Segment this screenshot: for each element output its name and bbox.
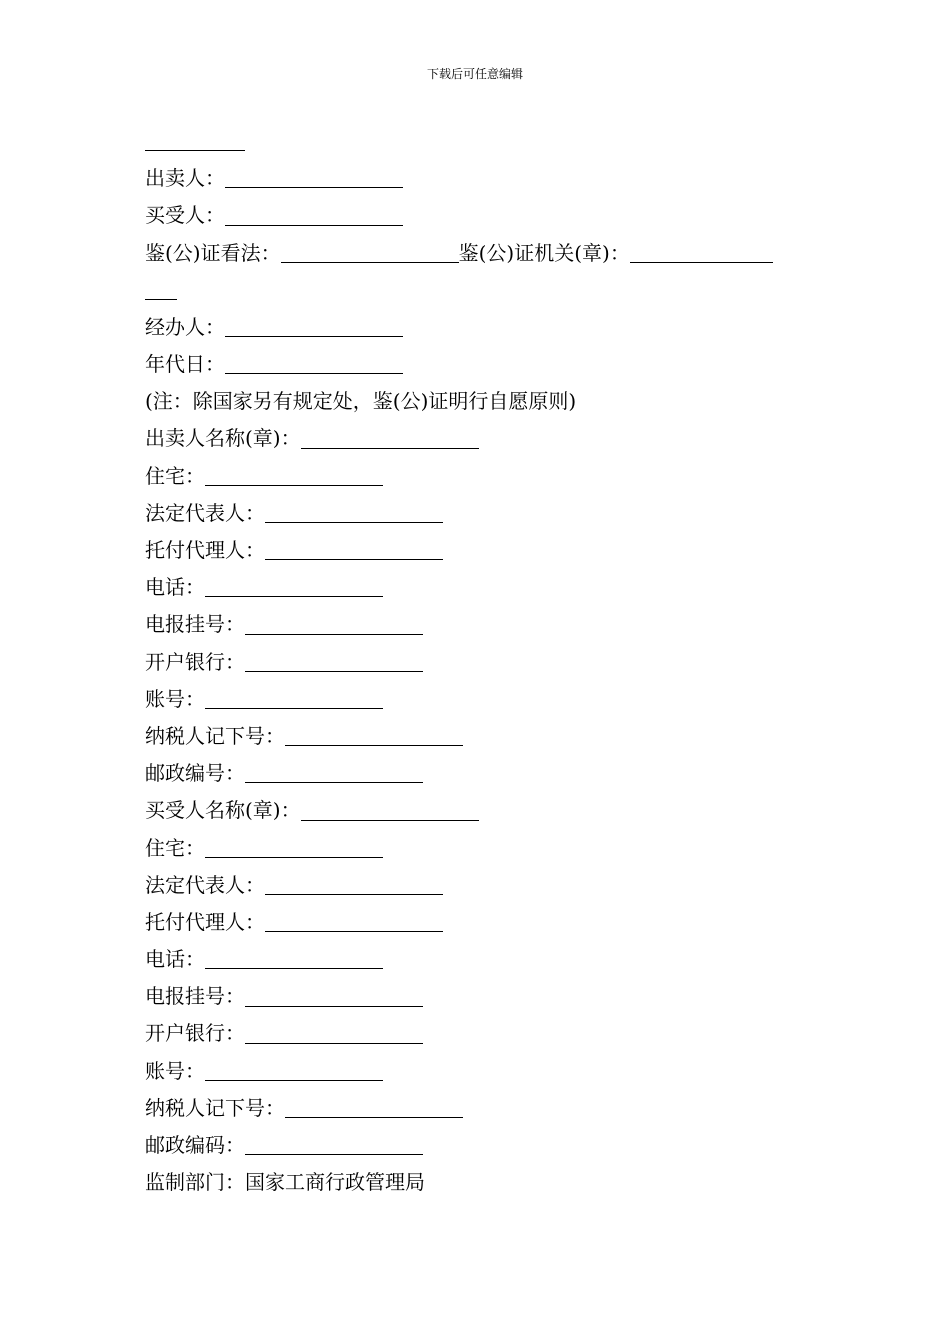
buyer-line	[145, 197, 825, 234]
buyer-name-line	[145, 792, 825, 829]
blank-line	[205, 1080, 383, 1081]
contract-signature-section	[145, 123, 825, 1201]
blank-line	[205, 485, 383, 486]
buyer-phone-line	[145, 941, 825, 978]
seller-bank-label: 开户银行：	[145, 649, 245, 674]
buyer-account-label: 账号：	[145, 1058, 205, 1083]
buyer-legal-rep-line	[145, 867, 825, 904]
buyer-name-label: 买受人名称(章)：	[145, 798, 301, 823]
blank-line	[225, 373, 403, 374]
buyer-bank-line	[145, 1016, 825, 1053]
seller-address-label: 住宅：	[145, 463, 205, 488]
buyer-address-line	[145, 830, 825, 867]
seller-bank-line	[145, 644, 825, 681]
seller-account-line	[145, 681, 825, 718]
buyer-tax-id-label: 纳税人记下号：	[145, 1095, 285, 1120]
notary-continuation-line	[145, 272, 825, 309]
blank-line	[285, 745, 463, 746]
seller-name-line	[145, 421, 825, 458]
buyer-postcode-label: 邮政编码：	[145, 1133, 245, 1158]
blank-line	[245, 634, 423, 635]
seller-agent-line	[145, 532, 825, 569]
blank-line	[301, 820, 479, 821]
supervisor-line	[145, 1164, 825, 1201]
buyer-account-line	[145, 1053, 825, 1090]
notary-line	[145, 235, 825, 272]
blank-line	[245, 1043, 423, 1044]
blank-line	[245, 1006, 423, 1007]
blank-line	[301, 448, 479, 449]
handler-label: 经办人：	[145, 314, 225, 339]
blank-line	[245, 782, 423, 783]
notary-opinion-label: 鉴(公)证看法：	[145, 240, 281, 265]
supervisor-text: 监制部门：国家工商行政管理局	[145, 1170, 425, 1195]
seller-tax-id-label: 纳税人记下号：	[145, 723, 285, 748]
note-line	[145, 383, 825, 420]
seller-legal-rep-label: 法定代表人：	[145, 500, 265, 525]
seller-agent-label: 托付代理人：	[145, 538, 265, 563]
blank-line	[205, 596, 383, 597]
blank-line	[265, 931, 443, 932]
seller-phone-line	[145, 569, 825, 606]
date-label: 年代日：	[145, 352, 225, 377]
seller-account-label: 账号：	[145, 686, 205, 711]
seller-telegraph-label: 电报挂号：	[145, 612, 245, 637]
blank-line	[205, 708, 383, 709]
blank-line	[205, 857, 383, 858]
blank-line	[225, 225, 403, 226]
buyer-agent-label: 托付代理人：	[145, 909, 265, 934]
buyer-bank-label: 开户银行：	[145, 1021, 245, 1046]
seller-tax-id-line	[145, 718, 825, 755]
notary-office-label: 鉴(公)证机关(章)：	[458, 240, 630, 265]
seller-address-line	[145, 458, 825, 495]
blank-line	[205, 968, 383, 969]
buyer-postcode-line	[145, 1127, 825, 1164]
blank-line	[145, 299, 177, 300]
blank-line	[245, 1154, 423, 1155]
blank-line	[265, 522, 443, 523]
blank-line	[225, 187, 403, 188]
buyer-legal-rep-label: 法定代表人：	[145, 872, 265, 897]
buyer-address-label: 住宅：	[145, 835, 205, 860]
handler-line	[145, 309, 825, 346]
blank-line	[145, 150, 245, 151]
seller-legal-rep-line	[145, 495, 825, 532]
date-line	[145, 346, 825, 383]
seller-postcode-line	[145, 755, 825, 792]
seller-line	[145, 160, 825, 197]
buyer-tax-id-line	[145, 1090, 825, 1127]
seller-label: 出卖人：	[145, 166, 225, 191]
buyer-telegraph-line	[145, 978, 825, 1015]
seller-telegraph-line	[145, 606, 825, 643]
buyer-telegraph-label: 电报挂号：	[145, 984, 245, 1009]
note-text: (注：除国家另有规定处，鉴(公)证明行自愿原则)	[145, 389, 577, 414]
blank-line	[225, 336, 403, 337]
buyer-phone-label: 电话：	[145, 947, 205, 972]
blank-line	[281, 262, 459, 263]
blank-line	[285, 1117, 463, 1118]
seller-phone-label: 电话：	[145, 575, 205, 600]
buyer-agent-line	[145, 904, 825, 941]
blank-line	[630, 262, 773, 263]
leading-blank-line	[145, 123, 825, 160]
blank-line	[265, 559, 443, 560]
seller-name-label: 出卖人名称(章)：	[145, 426, 301, 451]
buyer-label: 买受人：	[145, 203, 225, 228]
seller-postcode-label: 邮政编号：	[145, 761, 245, 786]
blank-line	[265, 894, 443, 895]
page-header: 下载后可任意编辑	[426, 67, 523, 81]
blank-line	[245, 671, 423, 672]
